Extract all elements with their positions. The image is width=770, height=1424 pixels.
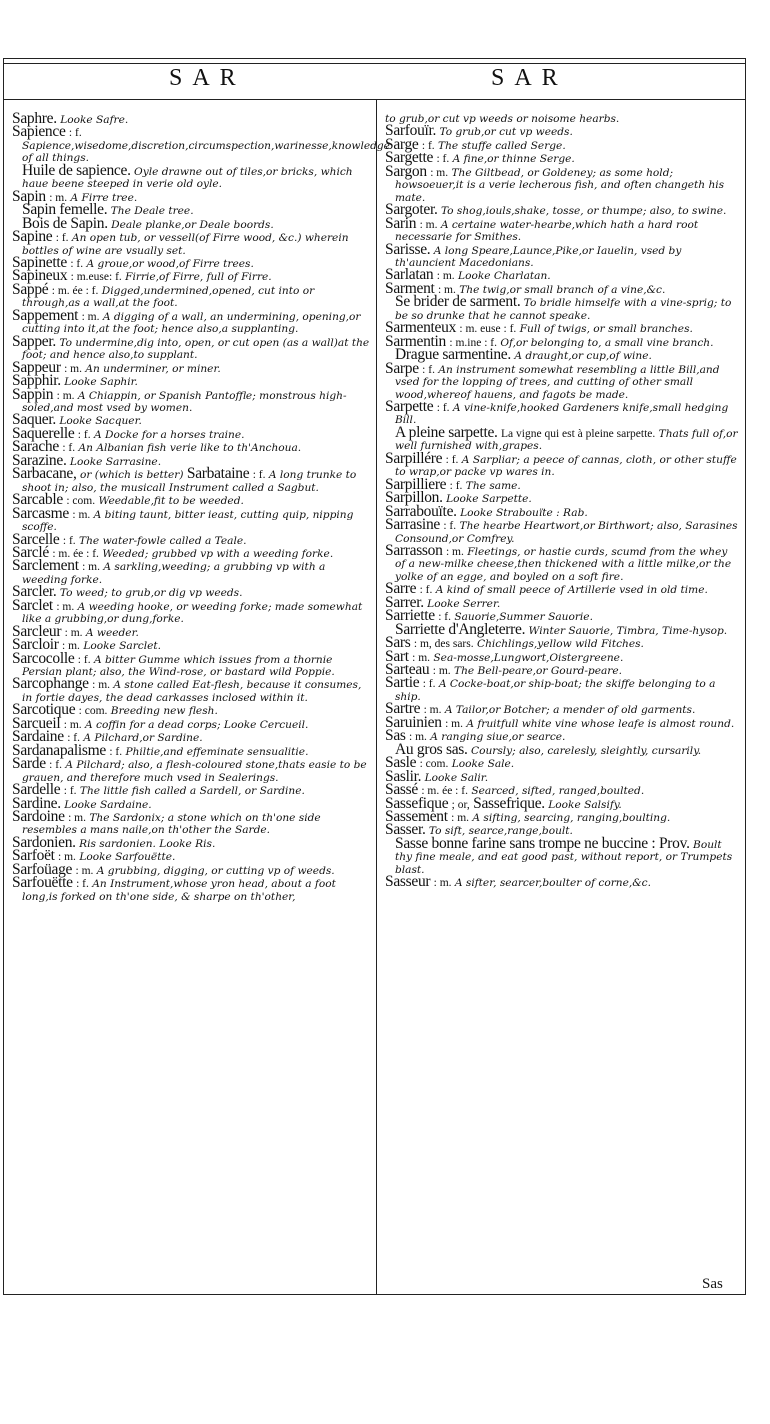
definition: Digged,undermined,opened, cut into or through,as a wall,at the foot.: [22, 284, 315, 310]
headword: Saruinien: [385, 713, 442, 731]
dictionary-entry: [385, 240, 741, 270]
definition: A vine-knife,hooked Gardeners knife,small hedging Bill.: [395, 401, 729, 427]
grammar-label: : f.: [449, 479, 463, 492]
headword: Sardanapalisme: [12, 741, 106, 759]
dictionary-entry: [12, 701, 370, 719]
grammar-label: : f.: [77, 428, 91, 441]
headword: Sasle: [385, 754, 417, 772]
dictionary-entry: [385, 767, 741, 785]
headword: Sappeur: [12, 358, 61, 376]
headword: Sarache: [12, 438, 59, 456]
definition: Weedable,fit to be weeded.: [98, 495, 244, 508]
headword: Sarazine.: [12, 451, 67, 469]
grammar-label: : f.: [252, 469, 266, 482]
definition: A Chiappin, or Spanish Pantoffle; monstrous high-soled,and most vsed by women.: [22, 389, 347, 414]
dictionary-entry: [385, 346, 741, 364]
definition: A Tailor,or Botcher; a mender of old garments.: [444, 704, 696, 717]
headword: Sardonien.: [12, 833, 76, 851]
dictionary-entry: [12, 504, 370, 534]
headword: Sassement: [385, 808, 448, 826]
definition: To sift, searce,range,boult.: [428, 825, 573, 838]
definition: Looke Sarfouëtte.: [79, 851, 176, 864]
definition: Looke Safre.: [60, 114, 129, 126]
definition: A long trunke to shoot in; also, the musicall Instrument called a Sagbut.: [22, 469, 357, 494]
grammar-label: : f.: [70, 257, 84, 270]
grammar-label: : m.: [433, 877, 452, 890]
definition: A Cocke-boat,or ship-boat; the skiffe belonging to a ship.: [395, 678, 716, 703]
headword: Sart: [385, 647, 409, 665]
dictionary-entry: [385, 873, 741, 891]
dictionary-entry: [12, 557, 370, 586]
headword: Sargoter.: [385, 201, 438, 219]
grammar-label: : f.: [68, 127, 82, 140]
headword: Sarcleur: [12, 622, 62, 640]
dictionary-entry: [12, 596, 370, 626]
grammar-label: : f.: [422, 678, 436, 691]
grammar-label: : m.: [430, 166, 449, 179]
grammar-label: : m.euse: f.: [70, 271, 122, 284]
dictionary-entry: [385, 214, 741, 244]
definition: The Sardonix; a stone which on th'one side resembles a mans naile,on th'other the Sarde.: [22, 812, 321, 837]
definition: A groue,or wood,of Firre trees.: [86, 257, 254, 270]
definition: The same.: [465, 479, 521, 492]
headword: Sarfoët: [12, 847, 55, 865]
headword: Saphre.: [12, 110, 57, 127]
headword: Se brider de sarment.: [395, 293, 521, 311]
headword: Sarriette: [385, 607, 435, 625]
grammar-label: : m.: [437, 283, 456, 296]
definition: Sauorie,Summer Sauorie.: [454, 611, 593, 624]
grammar-label: : m.: [82, 561, 100, 574]
grammar-label: : m. ée : f.: [52, 547, 99, 560]
dictionary-entry: [385, 713, 741, 731]
headword: Sarteau: [385, 661, 430, 679]
dictionary-entry: [385, 661, 741, 679]
dictionary-entry: [12, 214, 370, 232]
grammar-label: : f.: [55, 232, 69, 245]
headword: Sarpette: [385, 397, 434, 415]
definition: Looke Sarpette.: [446, 493, 532, 506]
definition: A Docke for a horses traine.: [93, 428, 245, 441]
headword: Sargette: [385, 149, 434, 167]
definition: An Instrument,whose yron head, about a foot long,is forked on th'one side, & sharpe on th'other,: [22, 878, 336, 903]
grammar-label: : m, des sars.: [413, 638, 474, 651]
grammar-label: : m.: [409, 731, 427, 744]
headword: Sarfouëtte: [12, 874, 73, 892]
headword: Sappement: [12, 306, 79, 324]
grammar-label: : m.: [92, 679, 111, 692]
dictionary-entry: [385, 674, 741, 703]
definition: A fruitfull white vine whose leafe is almost round.: [466, 717, 735, 730]
grammar-label: : f.: [443, 520, 457, 533]
headword: Sarre: [385, 580, 417, 598]
headword: Sarrer.: [385, 593, 424, 611]
headword: Sapin femelle.: [22, 201, 108, 219]
grammar-label: : m.: [68, 812, 86, 825]
grammar-label: : f.: [67, 732, 80, 745]
definition: A sarkling,weeding; a grubbing vp with a weeding forke.: [22, 561, 326, 586]
dictionary-entry: [12, 781, 370, 799]
headword: Sarcueil: [12, 714, 61, 732]
definition: Full of twigs, or small branches.: [519, 323, 693, 336]
definition: An underminer, or miner.: [85, 362, 221, 375]
definition: The twig,or small branch of a vine,&c.: [459, 283, 666, 296]
definition: Weeded; grubbed vp with a weeding forke.: [102, 547, 334, 560]
headword: Sarlatan: [385, 266, 434, 284]
headword: Sarge: [385, 135, 419, 153]
definition: The Deale tree.: [110, 205, 194, 218]
headword: Au gros sas.: [395, 740, 468, 758]
definition: Coursly; also, carelesly, sleightly, cursarily.: [470, 744, 702, 757]
grammar-label: : com.: [78, 705, 108, 718]
definition: Winter Sauorie, Timbra, Time-hysop.: [528, 624, 728, 637]
headword: Sapience: [12, 123, 66, 141]
headword: Sas: [385, 727, 406, 745]
left-column: [12, 110, 390, 903]
definition: The little fish called a Sardell, or Sardine.: [79, 785, 305, 798]
headword: Sapphir.: [12, 372, 61, 390]
headword: Sarin: [385, 214, 417, 232]
headword: Sarpillére: [385, 449, 443, 467]
headword: Sardine.: [12, 794, 61, 812]
definition: A ranging siue,or searce.: [430, 731, 566, 744]
headword: Sarcotique: [12, 701, 76, 719]
grammar-label: : m. ée : f.: [421, 785, 468, 798]
headword: Sarrasson: [385, 541, 443, 559]
definition: A sifting, searcing, ranging,boulting.: [472, 812, 671, 825]
grammar-label: : m.: [56, 600, 75, 613]
grammar-label: : m.: [56, 389, 75, 402]
grammar-label: : m. ée : f.: [51, 284, 99, 297]
dictionary-entry: [12, 583, 370, 601]
headword: Sassefique: [385, 794, 449, 812]
headword: Sartie: [385, 674, 420, 692]
dictionary-entry: [12, 530, 370, 548]
headword: Sapinette: [12, 253, 67, 271]
headword: Sardaine: [12, 728, 64, 746]
dictionary-entry: [385, 647, 741, 665]
grammar-label: : m.: [432, 665, 451, 678]
grammar-label: La vigne qui est à pleine sarpette.: [501, 427, 656, 440]
headword: Sappé: [12, 280, 49, 298]
dictionary-entry: [12, 794, 370, 812]
grammar-label: : f.: [436, 401, 450, 414]
dictionary-entry: [385, 162, 741, 204]
dictionary-entry: [385, 808, 741, 826]
definition: to grub,or cut vp weeds or noisome hearbs.: [385, 113, 620, 125]
headword: Sarcelle: [12, 530, 60, 548]
definition: To undermine,dig into, open, or cut open (as a wall)at the foot; and hence also,to supplant.: [22, 336, 370, 362]
definition: To grub,or cut vp weeds.: [439, 126, 573, 139]
grammar-label: : f.: [422, 363, 435, 376]
headword: Sarfoüage: [12, 860, 73, 878]
grammar-label: : f.: [76, 878, 89, 891]
definition: A Firre tree.: [70, 191, 138, 204]
definition: The stuffe called Serge.: [438, 139, 566, 152]
grammar-label: : m.: [445, 717, 463, 730]
headword: Sarbacane,: [12, 465, 77, 483]
dictionary-entry: [12, 161, 370, 191]
headword: Sarpe: [385, 359, 419, 377]
definition: The hearbe Heartwort,or Birthwort; also, Sarasines Consound,or Comfrey.: [395, 520, 738, 545]
headword: Sarrasine: [385, 516, 440, 534]
grammar-label: : m.: [58, 851, 76, 864]
definition: Looke Salir.: [424, 771, 489, 784]
dictionary-entry: [12, 714, 370, 732]
headword: Sarclement: [12, 557, 79, 575]
definition: A kind of small peece of Artillerie vsed in old time.: [435, 584, 708, 597]
definition: Looke Sarclet.: [83, 640, 162, 653]
grammar-label: : m.: [64, 362, 82, 375]
headword: Sartre: [385, 700, 421, 718]
definition: Looke Salsify.: [548, 798, 622, 811]
headword: Sarisse.: [385, 240, 431, 258]
dictionary-entry: [385, 266, 741, 284]
dictionary-entry: [12, 123, 390, 165]
dictionary-entry: [12, 332, 370, 362]
headword: Sasse bonne farine sans trompe ne buccine : Prov.: [395, 834, 690, 852]
grammar-label: : f.: [63, 785, 77, 798]
dictionary-entry: [385, 580, 741, 598]
definition: To shog,iouls,shake, tosse, or thumpe; also, to swine.: [440, 205, 727, 218]
grammar-label: : m.: [423, 704, 442, 717]
headword: Sarpillon.: [385, 489, 443, 507]
grammar-label: : m.: [72, 508, 91, 521]
grammar-label: : m.ine : f.: [449, 336, 497, 349]
dictionary-entry: [385, 149, 741, 167]
dictionary-entry: [12, 755, 370, 784]
definition: A coffin for a dead corps; Looke Cercueil.: [85, 718, 309, 731]
headword: Sarment: [385, 279, 435, 297]
dictionary-entry: [12, 267, 370, 285]
definition: Breeding new flesh.: [110, 705, 218, 718]
definition: A digging of a wall, an undermining, opening,or cutting into it,at the foot; hence also,a supplanting.: [22, 310, 361, 336]
right-column: [385, 113, 741, 890]
grammar-label: : m.: [75, 864, 94, 877]
headword: Sarcler.: [12, 583, 57, 601]
definition: Looke Serrer.: [427, 597, 501, 610]
definition: Looke Saphir.: [64, 376, 138, 389]
headword: Sarpilliere: [385, 475, 447, 493]
dictionary-entry: [12, 358, 370, 376]
grammar-label: : m.: [445, 545, 464, 558]
definition: Sapience,wisedome,discretion,circumspection,warinesse,knowledge of all things.: [22, 139, 390, 165]
definition: A grubbing, digging, or cutting vp of weeds.: [96, 864, 335, 877]
headword: Sapine: [12, 228, 53, 246]
grammar-label: : f.: [77, 653, 91, 666]
definition: An open tub, or vessell(of Firre wood, &c.) wherein bottles of wine are vsually set.: [22, 232, 349, 257]
headword: A pleine sarpette.: [395, 423, 498, 441]
grammar-label: : f.: [438, 611, 451, 624]
headword: Sarmenteux: [385, 319, 457, 337]
grammar-label: : m.: [451, 812, 470, 825]
headword: Sapper.: [12, 332, 56, 350]
dictionary-entry: [12, 424, 370, 442]
dictionary-entry: [12, 385, 370, 415]
grammar-label: : com.: [419, 758, 449, 771]
definition: A bitter Gumme which issues from a thornie Persian plant; also, the Wind-rose, or bastard wild Poppie.: [22, 653, 335, 679]
grammar-label: : m.: [419, 218, 438, 231]
dictionary-entry: [12, 372, 370, 390]
headword: Sarclé: [12, 543, 49, 561]
headword: Sarbataine: [186, 465, 250, 483]
definition: Looke Strabouïte : Rab.: [460, 506, 588, 519]
headword: Saquer.: [12, 411, 56, 429]
definition: Searced, sifted, ranged,boulted.: [471, 785, 645, 798]
definition: Looke Sardaine.: [64, 798, 152, 811]
headword: Sassé: [385, 781, 418, 799]
headword: Sargon: [385, 162, 427, 180]
definition: An Albanian fish verie like to th'Anchoua.: [78, 442, 302, 455]
dictionary-entry: [385, 135, 741, 153]
headword: Saquerelle: [12, 424, 75, 442]
definition: Of,or belonging to, a small vine branch.: [500, 336, 714, 349]
definition: A weeder.: [85, 626, 139, 639]
headword: Sapin: [12, 187, 46, 205]
grammar-label: : f.: [49, 759, 62, 772]
definition: Ris sardonien. Looke Ris.: [79, 837, 216, 850]
definition: The Giltbead, or Goldeney; as some hold; howsoeuer,it is a verie lecherous fish, and often changeth his mate.: [395, 166, 725, 204]
grammar-label: : f.: [109, 745, 123, 758]
grammar-label: : m.: [64, 626, 83, 639]
dictionary-entry: [385, 593, 741, 611]
grammar-label: : f.: [419, 584, 433, 597]
definition: A certaine water-hearbe,which hath a hard root necessarie for Smithes.: [395, 218, 699, 244]
definition: Looke Charlatan.: [458, 270, 551, 283]
definition: A long Speare,Launce,Pike,or Iauelin, vsed by th'auncient Macedonians.: [395, 244, 682, 269]
definition: A stone called Eat-flesh, because it consumes, in fortie dayes, the dead carkasses inclosed within it.: [22, 679, 362, 704]
definition: A biting taunt, bitter ieast, cutting quip, nipping scoffe.: [22, 508, 354, 534]
header-rule: [4, 99, 745, 100]
grammar-label: : m.: [63, 718, 82, 731]
definition: An instrument somewhat resembling a little Bill,and vsed for the lopping of trees, and cutting of other small wood,whereof hauens, and fagots be made.: [395, 363, 720, 401]
top-rule: [4, 59, 745, 64]
grammar-label: : m. euse : f.: [459, 323, 517, 336]
definition: A Sarpliar; a peece of cannas, cloth, or other stuffe to wrap,or packe vp wares in.: [395, 453, 737, 479]
dictionary-entry: [385, 754, 741, 772]
dictionary-entry: [12, 833, 370, 851]
dictionary-entry: [385, 634, 741, 652]
headword: Sardelle: [12, 781, 61, 799]
headword: Sarrabouïte.: [385, 502, 457, 520]
grammar-label: : f.: [62, 442, 76, 455]
dictionary-entry: [12, 465, 370, 494]
definition: Looke Sarrasine.: [69, 455, 162, 468]
headword: Bois de Sapin.: [22, 214, 108, 232]
catchword: Sas: [702, 1276, 723, 1292]
dictionary-entry: [385, 740, 741, 758]
dictionary-entry: [12, 622, 370, 640]
headword: Saslir.: [385, 767, 422, 785]
headword: Sappin: [12, 385, 54, 403]
headword: Sarfouïr.: [385, 122, 437, 140]
dictionary-entry: [385, 620, 741, 638]
definition: To bridle himselfe with a vine-sprig; to be so drunke that he cannot speake.: [395, 297, 732, 322]
definition: Chichlings,yellow wild Fitches.: [476, 638, 644, 651]
definition: To weed; to grub,or dig vp weeds.: [59, 587, 243, 600]
dictionary-entry: [385, 359, 741, 401]
grammar-label: ; or,: [451, 798, 470, 811]
headword: Huile de sapience.: [22, 161, 131, 179]
definition: A sifter, searcer,boulter of corne,&c.: [454, 877, 651, 890]
dictionary-entry: [385, 541, 741, 583]
headword: Sarcasme: [12, 504, 69, 522]
dictionary-entry: [12, 306, 370, 336]
running-head-right: SAR: [491, 65, 568, 91]
definition: The water-fowle called a Teale.: [79, 534, 247, 547]
headword: Sasseur: [385, 873, 431, 891]
column-rule: [376, 99, 377, 1294]
definition: Looke Sale.: [451, 758, 515, 771]
dictionary-entry: [12, 874, 370, 903]
definition: Philtie,and effeminate sensualitie.: [125, 745, 309, 758]
grammar-label: : f.: [436, 153, 450, 166]
headword: Sarde: [12, 755, 46, 773]
headword: Sars: [385, 634, 411, 652]
running-head-left: SAR: [169, 65, 246, 91]
grammar-label: : f.: [445, 453, 459, 466]
grammar-label: : f.: [421, 139, 435, 152]
definition: Sea-mosse,Lungwort,Oistergreene.: [433, 651, 624, 664]
grammar-label: : f.: [62, 534, 76, 547]
headword: Sarmentin: [385, 332, 447, 350]
definition: Oyle drawne out of tiles,or bricks, which haue beene steeped in verie old oyle.: [22, 165, 353, 191]
definition: Looke Sacquer.: [59, 415, 142, 428]
dictionary-page: [3, 58, 746, 1295]
headword: Sasser.: [385, 821, 426, 839]
headword: Sapineux: [12, 267, 68, 285]
dictionary-entry: [12, 741, 370, 759]
definition: A Pilchard,or Sardine.: [83, 732, 203, 745]
headword: Sarriette d'Angleterre.: [395, 620, 526, 638]
definition: A fine,or thinne Serge.: [452, 153, 575, 166]
definition: Firrie,of Firre, full of Firre.: [125, 271, 272, 284]
dictionary-entry: [385, 201, 741, 219]
grammar-label: : m.: [412, 651, 431, 664]
dictionary-entry: [385, 122, 741, 140]
definition: A Pilchard; also, a flesh-coloured stone,thats easie to be grauen, and therefore much vsed in Sealerings.: [22, 759, 367, 784]
headword: Sarcloir: [12, 636, 59, 654]
headword: Sassefrique.: [473, 794, 545, 812]
definition: or (which is better): [79, 469, 184, 482]
headword: Sarcable: [12, 491, 63, 509]
headword: Sarclet: [12, 596, 53, 614]
dictionary-entry: [385, 834, 741, 876]
grammar-label: : m.: [81, 310, 100, 323]
headword: Sarcophange: [12, 675, 89, 693]
definition: Fleetings, or hastie curds, scumd from the whey of a new-milke cheese,then thickened with a little milke,or the yolke of an egge, and boyled on a soft fire.: [395, 545, 732, 583]
grammar-label: : com.: [66, 495, 96, 508]
headword: Drague sarmentine.: [395, 346, 511, 364]
definition: The Bell-peare,or Gourd-peare.: [454, 665, 623, 678]
definition: A weeding hooke, or weeding forke; made somewhat like a grubbing,or dung,forke.: [22, 600, 363, 626]
headword: Sardoine: [12, 808, 65, 826]
headword: Sarcocolle: [12, 649, 75, 667]
definition: A draught,or cup,of wine.: [514, 350, 652, 363]
grammar-label: : m.: [436, 270, 455, 283]
definition: Thats full of,or well furnished with,grapes.: [395, 427, 738, 453]
grammar-label: : m.: [49, 191, 68, 204]
dictionary-entry: [385, 113, 741, 125]
grammar-label: : m.: [62, 640, 80, 653]
definition: Deale planke,or Deale boords.: [111, 218, 274, 231]
definition: Boult thy fine meale, and eat good past, without report, or Trumpets blast.: [395, 838, 733, 876]
